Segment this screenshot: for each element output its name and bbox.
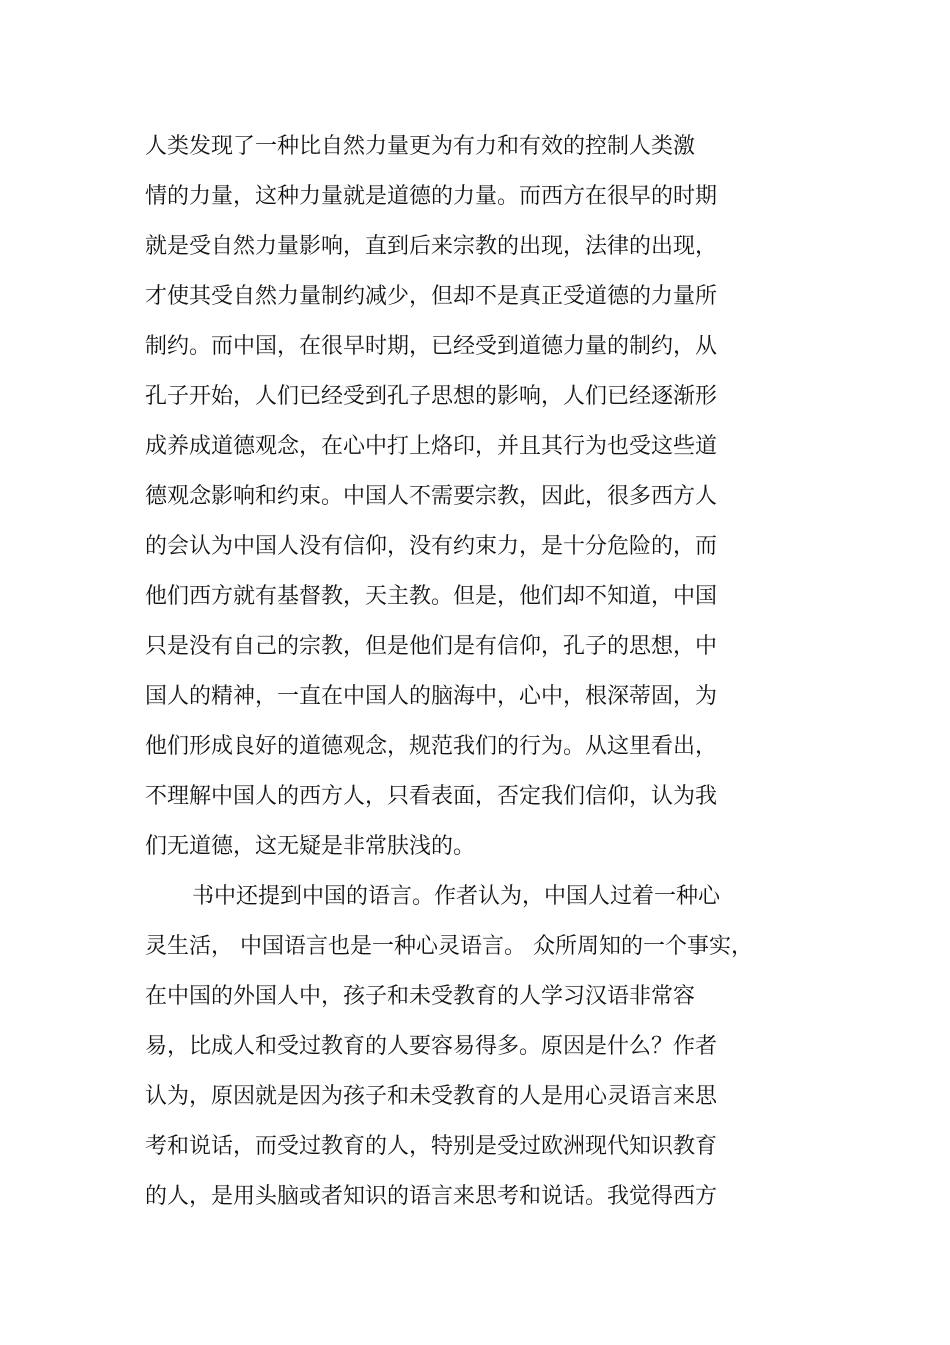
- text-line: 他们形成良好的道德观念，规范我们的行为。从这里看出，: [145, 734, 718, 759]
- text-line: 的会认为中国人没有信仰，没有约束力，是十分危险的，而: [145, 534, 718, 559]
- text-line: 们无道德，这无疑是非常肤浅的。: [145, 834, 476, 859]
- text-line: 国人的精神，一直在中国人的脑海中，心中，根深蒂固，为: [145, 684, 718, 709]
- text-line: 孔子开始，人们已经受到孔子思想的影响，人们已经逐渐形: [145, 384, 718, 409]
- text-line: 考和说话，而受过教育的人，特别是受过欧洲现代知识教育: [145, 1134, 718, 1159]
- body-text: [145, 122, 805, 1222]
- text-line: 人类发现了一种比自然力量更为有力和有效的控制人类激: [145, 134, 696, 159]
- text-line: 易，比成人和受过教育的人要容易得多。原因是什么？作者: [145, 1034, 718, 1059]
- text-line: 才使其受自然力量制约减少，但却不是真正受道德的力量所: [145, 284, 718, 309]
- paragraph-first-line: 书中还提到中国的语言。作者认为，中国人过着一种心: [192, 884, 721, 909]
- text-line: 认为，原因就是因为孩子和未受教育的人是用心灵语言来思: [145, 1084, 718, 1109]
- text-line: 他们西方就有基督教，天主教。但是，他们却不知道，中国: [145, 584, 718, 609]
- text-line: 成养成道德观念，在心中打上烙印，并且其行为也受这些道: [145, 434, 718, 459]
- text-line: 灵生活， 中国语言也是一种心灵语言。 众所周知的一个事实，: [145, 934, 753, 959]
- text-line: 只是没有自己的宗教，但是他们是有信仰，孔子的思想，中: [145, 634, 718, 659]
- text-line: 的人，是用头脑或者知识的语言来思考和说话。我觉得西方: [145, 1184, 718, 1209]
- text-line: 在中国的外国人中，孩子和未受教育的人学习汉语非常容: [145, 984, 696, 1009]
- text-line: 德观念影响和约束。中国人不需要宗教，因此，很多西方人: [145, 484, 718, 509]
- text-line: 制约。而中国，在很早时期，已经受到道德力量的制约，从: [145, 334, 718, 359]
- text-line: 不理解中国人的西方人，只看表面，否定我们信仰，认为我: [145, 784, 718, 809]
- text-line: 情的力量，这种力量就是道德的力量。而西方在很早的时期: [145, 184, 718, 209]
- text-line: 就是受自然力量影响，直到后来宗教的出现，法律的出现，: [145, 234, 718, 259]
